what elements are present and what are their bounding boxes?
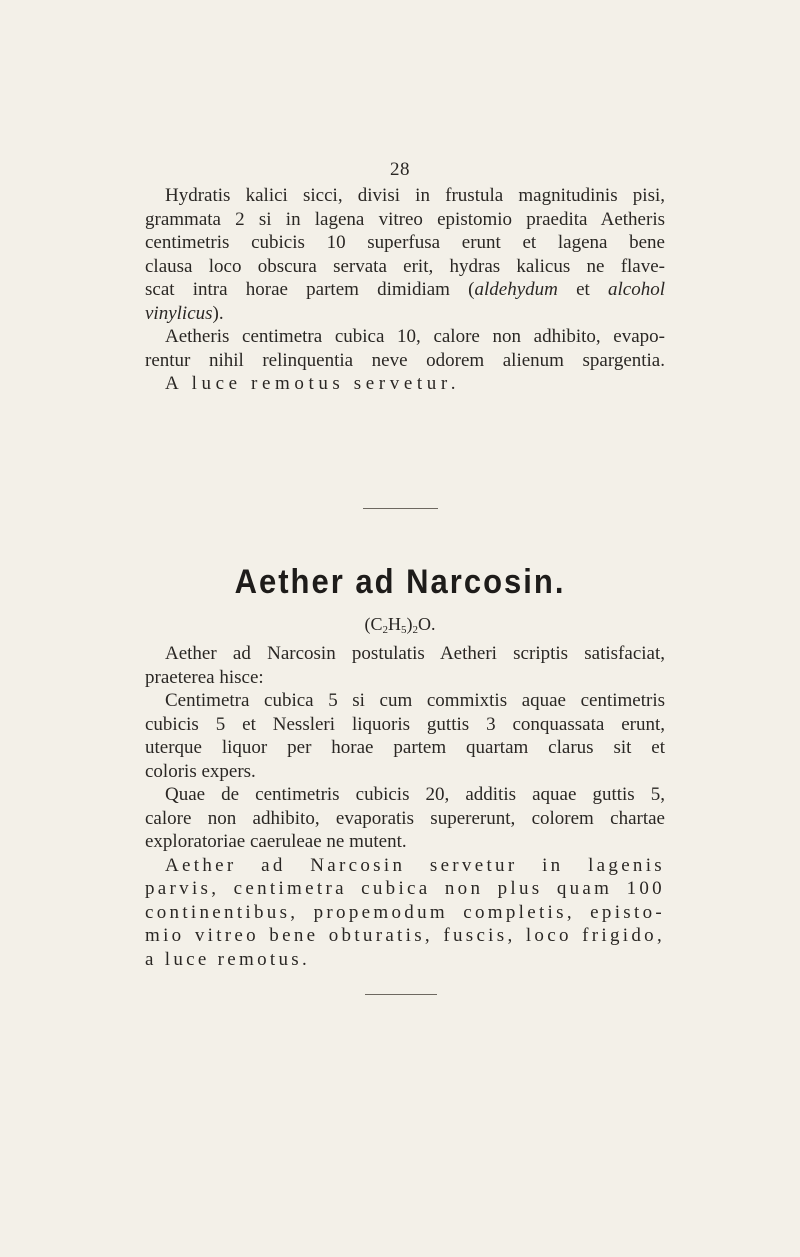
text-fragment: et [557,279,608,300]
text-line: mio vitreo bene obturatis, fuscis, loco frigido, [145,925,665,946]
section-divider [363,508,438,509]
text-line: Aether ad Narcosin postulatis Aetheri scriptis satisfaciat, [165,643,665,664]
italic-term: aldehydum [474,279,558,300]
text-line: coloris expers. [145,760,256,782]
text-line: exploratoriae caeruleae ne mutent. [145,831,407,852]
section-heading: Aether ad Narcosin. [234,561,566,602]
text-line [145,278,665,302]
text-line: grammata 2 si in lagena vitreo epistomio praedita Aetheris [145,208,665,230]
text-line: continentibus, propemodum completis, episto- [145,901,665,923]
italic-term: alcohol [607,279,665,300]
text-line: uterque liquor per horae partem quartam clarus sit et [145,737,665,758]
text-line: Quae de centimetris cubicis 20, additis aquae guttis 5, [165,784,665,805]
italic-term: vinylicus [145,302,213,324]
text-line: A luce remotus servetur. [165,373,461,394]
formula-part: ) [406,614,413,634]
text-line: rentur nihil relinquentia neve odorem alienum spargentia. [145,349,665,371]
formula-subscript: 2 [412,624,418,636]
formula-subscript: 5 [401,624,407,636]
text-line: cubicis 5 et Nessleri liquoris guttis 3 conquassata erunt, [145,713,665,735]
text-line [145,302,665,326]
text-line: Centimetra cubica 5 si cum commixtis aquae centimetris [165,690,665,711]
section-2-paragraph [145,642,665,971]
text-line: clausa loco obscura servata erit, hydras kalicus ne flave- [145,255,665,277]
formula-part: O. [418,614,436,634]
text-fragment: scat intra horae partem dimidiam ( [145,279,475,300]
formula-subscript: 2 [382,624,388,636]
formula-part: H [388,614,401,634]
text-line: Hydratis kalici sicci, divisi in frustula magnitudinis pisi, [165,185,665,206]
chemical-formula [0,614,800,636]
text-line: centimetris cubicis 10 superfusa erunt et lagena bene [145,232,665,253]
text-line: Aetheris centimetra cubica 10, calore non adhibito, evapo- [165,326,665,347]
text-fragment: ). [212,302,224,324]
formula-part: (C [364,614,383,634]
text-line: parvis, centimetra cubica non plus quam 100 [145,878,665,899]
page-number: 28 [390,159,410,180]
text-line: a luce remotus. [145,948,311,970]
end-divider [365,994,437,995]
text-line: Aether ad Narcosin servetur in lagenis [165,854,665,876]
section-1-paragraph [145,184,665,396]
text-line: praeterea hisce: [145,666,264,688]
text-line: calore non adhibito, evaporatis supererunt, colorem chartae [145,807,665,829]
